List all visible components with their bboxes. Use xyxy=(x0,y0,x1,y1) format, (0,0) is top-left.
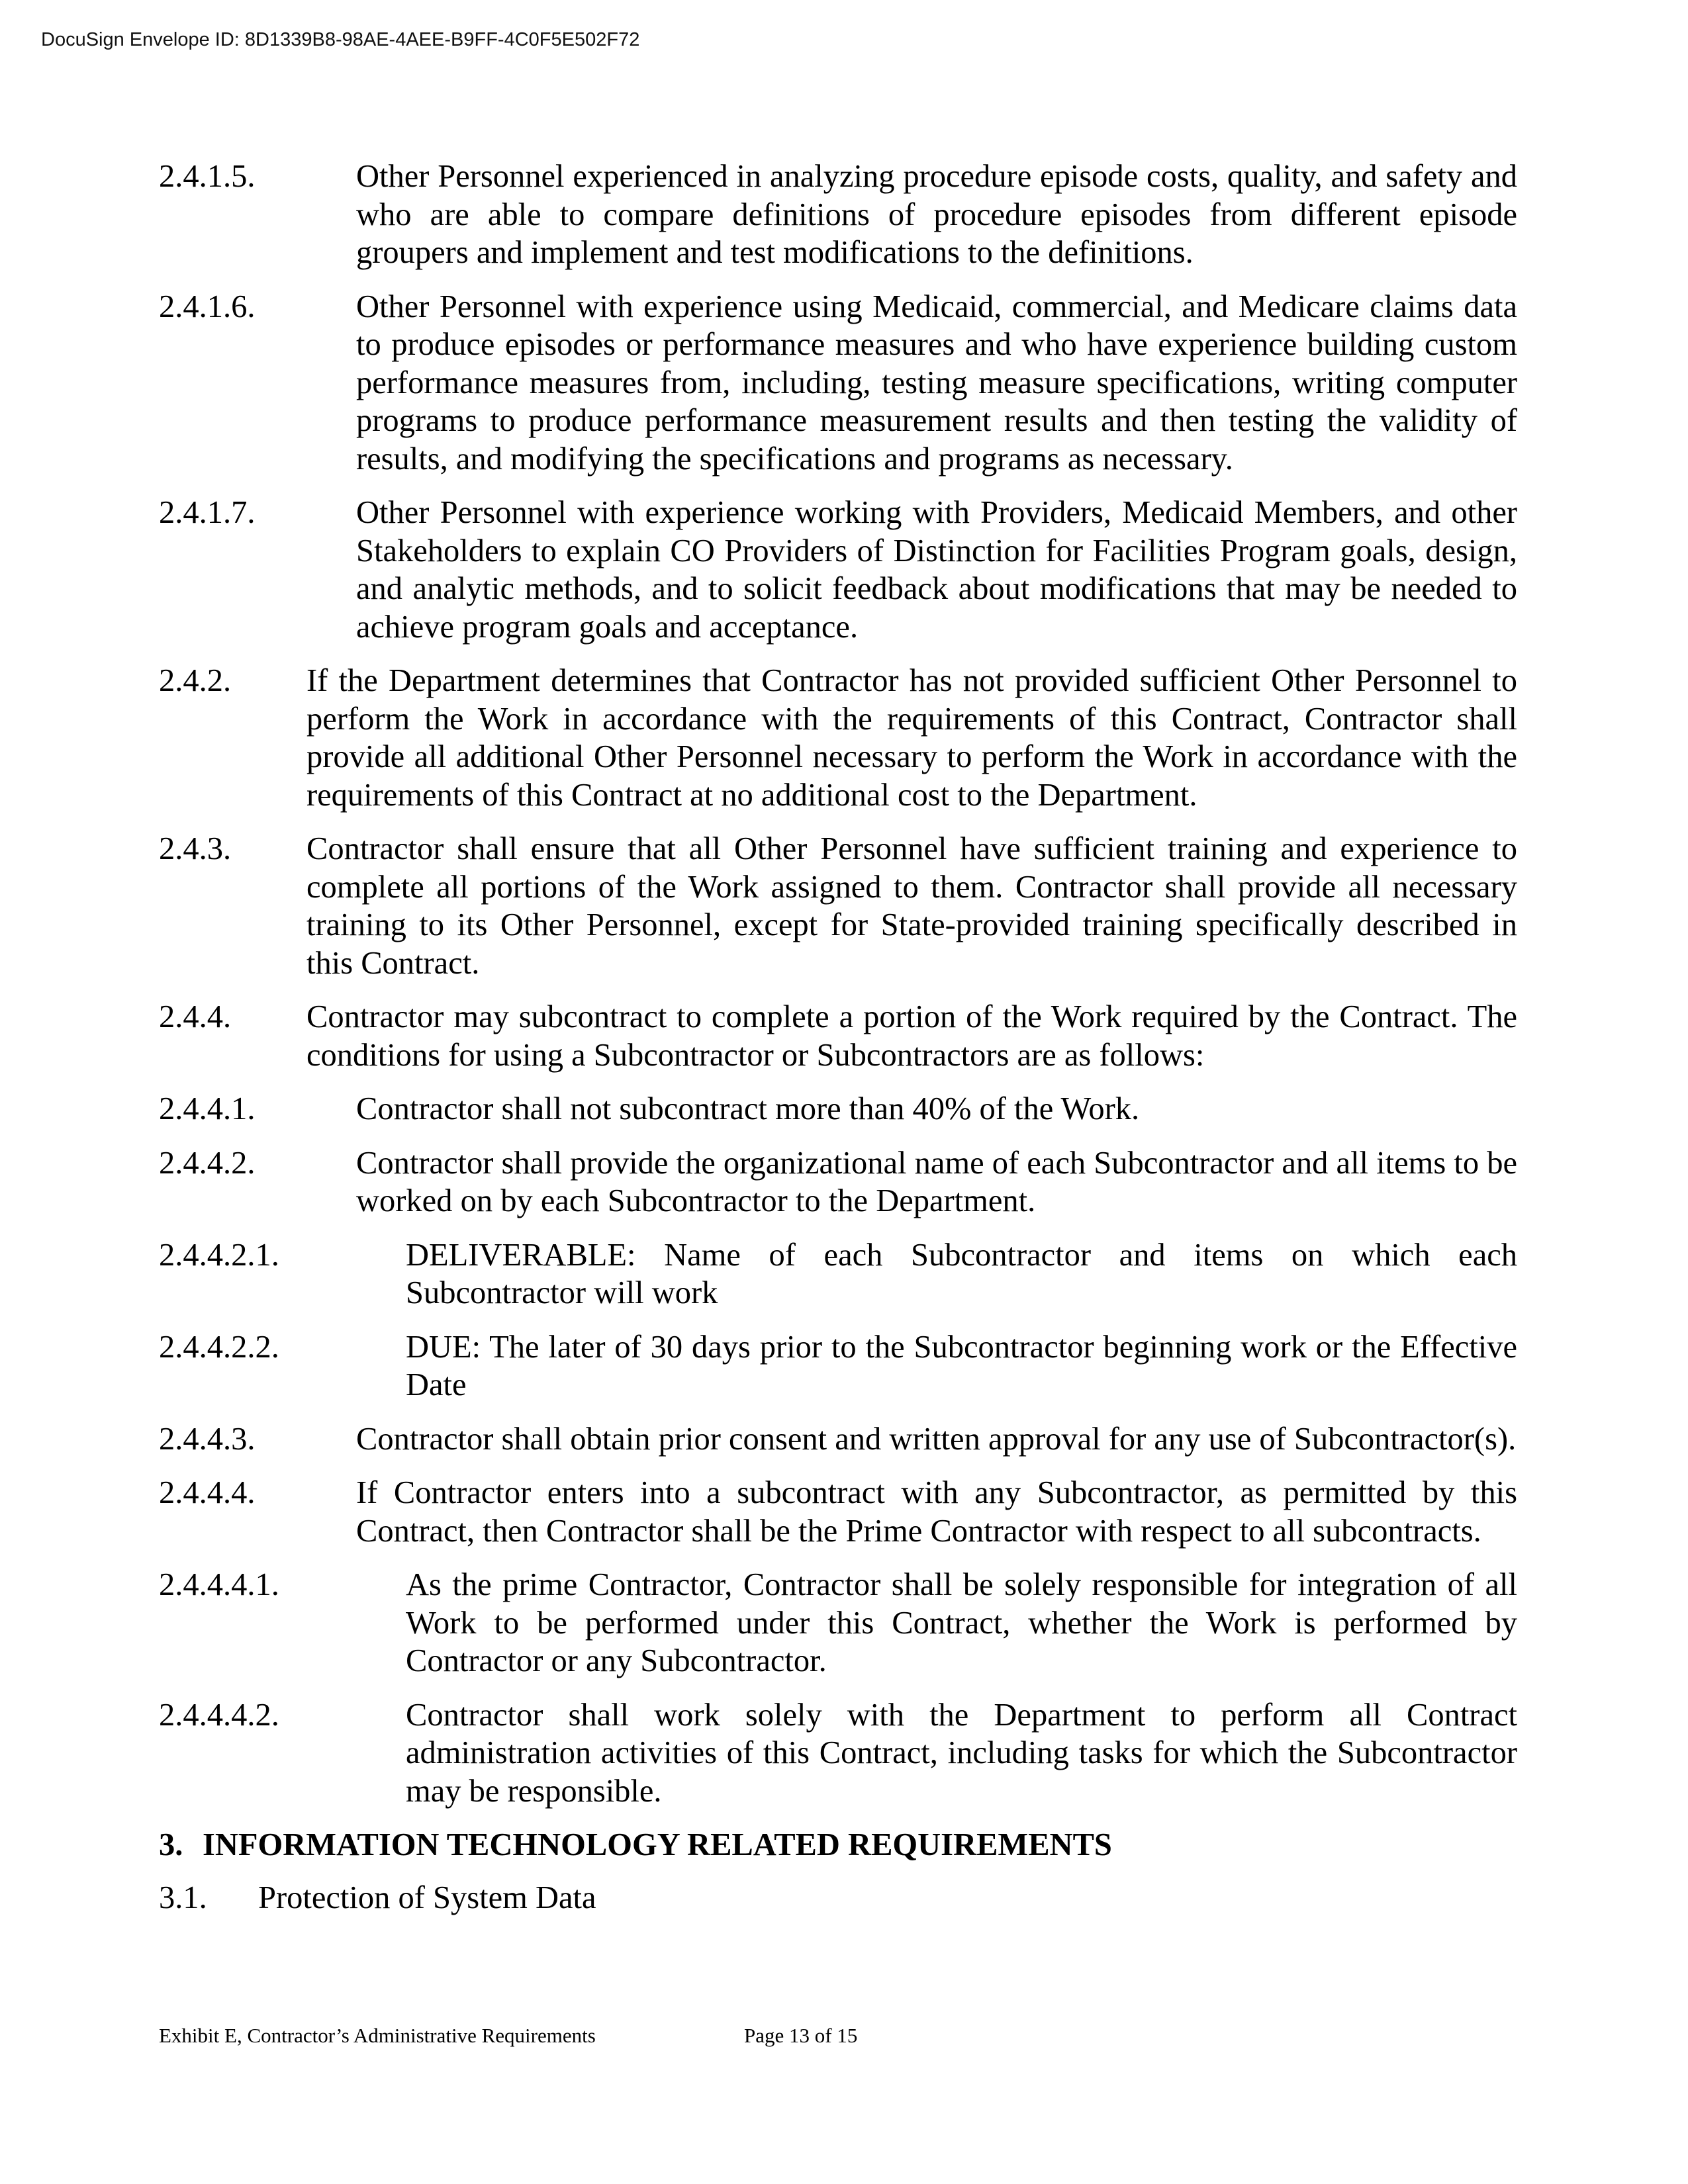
clause-number: 2.4.1.5. xyxy=(159,159,256,194)
clause-item xyxy=(159,1236,1517,1312)
clause-number: 2.4.4.3. xyxy=(159,1421,256,1457)
clause-text: Contractor shall provide the organizational name of each Subcontractor and all items to be worked on by each Subcontractor to the Department. xyxy=(356,1145,1517,1218)
clause-number: 2.4.4.4.2. xyxy=(159,1697,279,1733)
section-number: 3. xyxy=(159,1827,183,1862)
docusign-envelope-id: DocuSign Envelope ID: 8D1339B8-98AE-4AEE-B9FF-4C0F5E502F72 xyxy=(41,29,640,50)
footer-document-title: Exhibit E, Contractor’s Administrative Requirements xyxy=(159,2024,596,2047)
clause-number: 2.4.3. xyxy=(159,831,232,866)
clause-number: 2.4.1.7. xyxy=(159,495,256,530)
clause-item xyxy=(159,494,1517,646)
clause-item xyxy=(159,1566,1517,1680)
subsection-number: 3.1. xyxy=(159,1880,207,1915)
clause-text: Contractor shall obtain prior consent and written approval for any use of Subcontractor(s). xyxy=(356,1421,1517,1457)
clause-number: 2.4.4.4.1. xyxy=(159,1567,279,1602)
document-body xyxy=(159,158,1517,1917)
numbered-clauses xyxy=(159,158,1517,1810)
clause-text: Other Personnel with experience working with Providers, Medicaid Members, and other Stakeholders to explain CO Providers of Distinction for Facilities Program goals, design, and analytic methods, and to solicit feedback about modifications that may be needed to achieve program goals and acceptance. xyxy=(356,495,1517,645)
footer-page-number: Page 13 of 15 xyxy=(744,2024,858,2047)
clause-number: 2.4.1.6. xyxy=(159,289,256,324)
clause-item xyxy=(159,158,1517,272)
clause-text: As the prime Contractor, Contractor shall be solely responsible for integration of all Work to be performed under this Contract, whether the Work is performed by Contractor or any Subcontractor. xyxy=(406,1567,1517,1678)
clause-number: 2.4.4.2.2. xyxy=(159,1329,279,1365)
clause-number: 2.4.4.2. xyxy=(159,1145,256,1181)
clause-text: Other Personnel experienced in analyzing procedure episode costs, quality, and safety and who are able to compare definitions of procedure episodes from different episode groupers and implement and test modifications to the definitions. xyxy=(356,159,1517,270)
clause-number: 2.4.4.4. xyxy=(159,1475,256,1510)
clause-text: Contractor shall work solely with the Department to perform all Contract administration activities of this Contract, including tasks for which the Subcontractor may be responsible. xyxy=(406,1697,1517,1809)
clause-item xyxy=(159,998,1517,1074)
clause-item xyxy=(159,830,1517,982)
subsection-heading xyxy=(159,1879,1517,1917)
clause-item xyxy=(159,662,1517,814)
clause-item xyxy=(159,1328,1517,1404)
section-title: INFORMATION TECHNOLOGY RELATED REQUIREMENTS xyxy=(203,1827,1112,1862)
subsection-title: Protection of System Data xyxy=(258,1880,596,1915)
clause-text: If the Department determines that Contractor has not provided sufficient Other Personnel to perform the Work in accordance with the requirements of this Contract, Contractor shall provide all additional Other Personnel necessary to perform the Work in accordance with the requirements of this Contract at no additional cost to the Department. xyxy=(306,663,1517,813)
clause-item xyxy=(159,1420,1517,1459)
clause-text: DUE: The later of 30 days prior to the Subcontractor beginning work or the Effective Date xyxy=(406,1329,1517,1402)
clause-item xyxy=(159,1090,1517,1128)
clause-number: 2.4.4.1. xyxy=(159,1091,256,1126)
clause-item xyxy=(159,1696,1517,1811)
clause-text: Other Personnel with experience using Medicaid, commercial, and Medicare claims data to produce episodes or performance measures and who have experience building custom performance measures from, including, testing measure specifications, writing computer programs to produce performance measurement results and then testing the validity of results, and modifying the specifications and programs as necessary. xyxy=(356,289,1517,477)
section-heading xyxy=(159,1826,1517,1864)
clause-item xyxy=(159,288,1517,478)
clause-text: If Contractor enters into a subcontract with any Subcontractor, as permitted by this Contract, then Contractor shall be the Prime Contractor with respect to all subcontracts. xyxy=(356,1475,1517,1549)
clause-number: 2.4.4.2.1. xyxy=(159,1237,279,1273)
clause-text: Contractor may subcontract to complete a portion of the Work required by the Contract. The conditions for using a Subcontractor or Subcontractors are as follows: xyxy=(306,999,1517,1073)
clause-text: DELIVERABLE: Name of each Subcontractor and items on which each Subcontractor will work xyxy=(406,1237,1517,1310)
clause-item xyxy=(159,1474,1517,1550)
clause-item xyxy=(159,1144,1517,1220)
clause-number: 2.4.2. xyxy=(159,663,232,698)
clause-text: Contractor shall not subcontract more than 40% of the Work. xyxy=(356,1091,1140,1126)
clause-text: Contractor shall ensure that all Other Personnel have sufficient training and experience to complete all portions of the Work assigned to them. Contractor shall provide all necessary training to its Other Personnel, except for State-provided training specifically described in this Contract. xyxy=(306,831,1517,981)
clause-number: 2.4.4. xyxy=(159,999,232,1034)
